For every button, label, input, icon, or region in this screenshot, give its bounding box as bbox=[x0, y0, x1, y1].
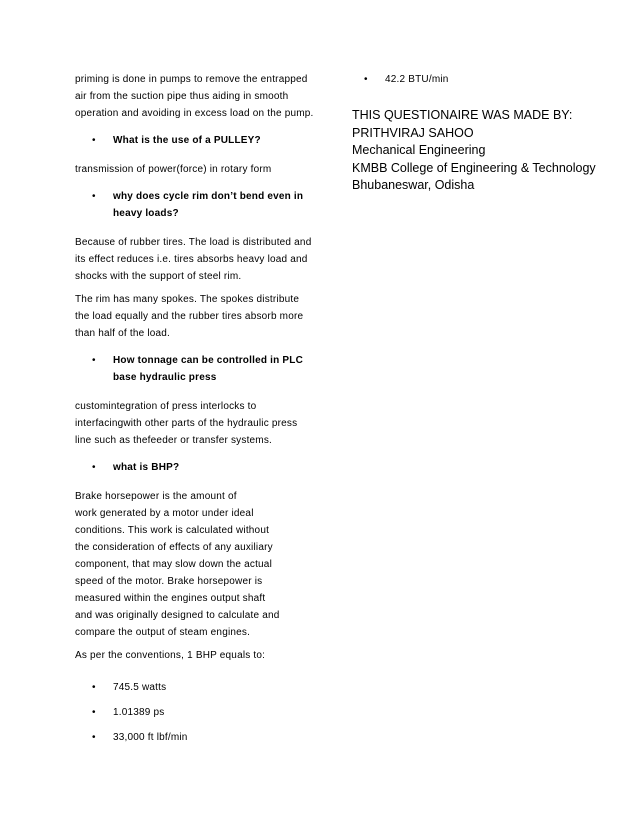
list-item-text: 1.01389 ps bbox=[113, 707, 165, 718]
author-credits bbox=[352, 107, 622, 195]
list-item-text: 42.2 BTU/min bbox=[385, 74, 449, 85]
question-cycle-rim bbox=[75, 188, 315, 222]
list-item bbox=[75, 679, 315, 696]
answer-line: Brake horsepower is the amount of bbox=[75, 491, 237, 502]
author-college: KMBB College of Engineering & Technology bbox=[352, 160, 596, 175]
answer-cycle-rim-2: The rim has many spokes. The spokes distribute the load equally and the rubber tires absorb more than half of the load. bbox=[75, 294, 304, 339]
bullet-icon: • bbox=[364, 74, 368, 85]
author-department: Mechanical Engineering bbox=[352, 143, 486, 157]
question-text-line-2: heavy loads? bbox=[113, 208, 179, 219]
answer-line: measured within the engines output shaft bbox=[75, 593, 266, 604]
list-item bbox=[75, 729, 315, 746]
left-column bbox=[75, 71, 315, 754]
question-text-line-2: base hydraulic press bbox=[113, 372, 217, 383]
author-location: Bhubaneswar, Odisha bbox=[352, 178, 475, 192]
bullet-icon: • bbox=[92, 732, 96, 743]
question-text: What is the use of a PULLEY? bbox=[113, 135, 261, 146]
answer-line: speed of the motor. Brake horsepower is bbox=[75, 576, 263, 587]
author-name: PRITHVIRAJ SAHOO bbox=[352, 125, 474, 140]
answer-line: the consideration of effects of any auxiliary bbox=[75, 542, 273, 553]
answer-line: work generated by a motor under ideal bbox=[75, 508, 254, 519]
question-bhp bbox=[75, 459, 315, 476]
bullet-icon: • bbox=[92, 682, 96, 693]
answer-cycle-rim-1: Because of rubber tires. The load is distributed and its effect reduces i.e. tires absorbs heavy load and shocks with the support of steel rim. bbox=[75, 237, 312, 282]
answer-tonnage: customintegration of press interlocks to interfacingwith other parts of the hydraulic press line such as thefeeder or transfer systems. bbox=[75, 401, 298, 446]
list-item-text: 745.5 watts bbox=[113, 682, 167, 693]
answer-bhp bbox=[75, 488, 315, 641]
bullet-icon: • bbox=[92, 707, 96, 718]
bullet-icon: • bbox=[92, 135, 96, 146]
list-item bbox=[75, 704, 315, 721]
answer-line: compare the output of steam engines. bbox=[75, 627, 251, 638]
bullet-icon: • bbox=[92, 462, 96, 473]
list-item bbox=[352, 71, 622, 88]
answer-line: and was originally designed to calculate and bbox=[75, 610, 280, 621]
question-text: what is BHP? bbox=[113, 462, 180, 473]
bullet-icon: • bbox=[92, 355, 96, 366]
credits-heading: THIS QUESTIONAIRE WAS MADE BY: bbox=[352, 108, 573, 122]
question-text-line-1: why does cycle rim don’t bend even in bbox=[113, 191, 304, 202]
question-tonnage bbox=[75, 352, 315, 386]
answer-pulley: transmission of power(force) in rotary form bbox=[75, 164, 272, 175]
answer-line: conditions. This work is calculated without bbox=[75, 525, 270, 536]
question-text-line-1: How tonnage can be controlled in PLC bbox=[113, 355, 303, 366]
question-pulley bbox=[75, 132, 315, 149]
right-column bbox=[352, 71, 622, 195]
list-item-text: 33,000 ft lbf/min bbox=[113, 732, 188, 743]
bullet-icon: • bbox=[92, 191, 96, 202]
intro-paragraph: priming is done in pumps to remove the entrapped air from the suction pipe thus aiding in smooth operation and avoiding in excess load on the pump. bbox=[75, 74, 314, 119]
conventions-text: As per the conventions, 1 BHP equals to: bbox=[75, 650, 266, 661]
answer-line: component, that may slow down the actual bbox=[75, 559, 272, 570]
